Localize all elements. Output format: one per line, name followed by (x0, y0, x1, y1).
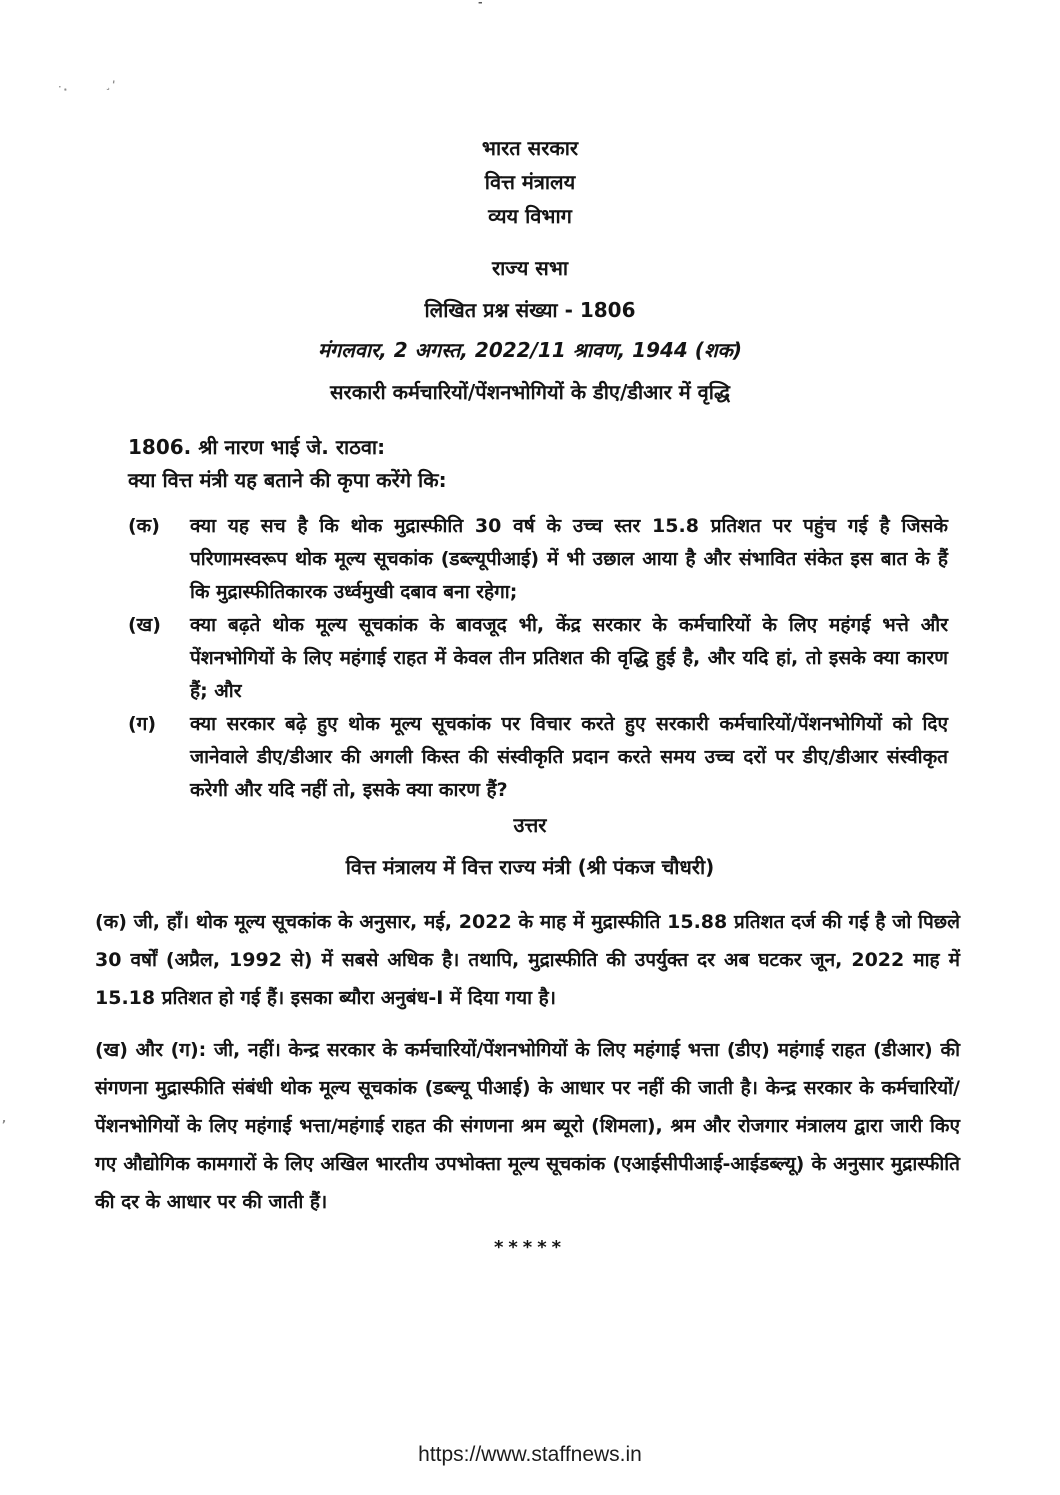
scan-speck: ¸' (105, 77, 116, 92)
question-part-text: क्या बढ़ते थोक मूल्य सूचकांक के बावजूद भी, केंद्र सरकार के कर्मचारियों के लिए महंगई भत्ते और पेंशनभोगियों के लिए महंगाई राहत में केवल तीन प्रतिशत की वृद्धि हुई है, और यदि हां, तो इसके क्या कारण हैं; और (190, 614, 948, 702)
question-part-ka (0, 510, 1060, 609)
answering-minister-line: वित्त मंत्रालय में वित्त राज्य मंत्री (श्री पंकज चौधरी) (345, 855, 715, 879)
house-name-rajya-sabha: राज्य सभा (491, 256, 569, 280)
written-question-number: लिखित प्रश्न संख्या - 1806 (424, 298, 636, 322)
question-part-text: क्या यह सच है कि थोक मुद्रास्फीति 30 वर्ष के उच्च स्तर 15.8 प्रतिशत पर पहुंच गई है जिसके परिणामस्वरूप थोक मूल्य सूचकांक (डब्ल्यूपीआई) में भी उछाल आया है और संभावित संकेत इस बात के हैं कि मुद्रास्फीतिकारक उर्ध्वमुखी दबाव बना रहेगा; (190, 515, 948, 603)
ministry-of-finance-title: वित्त मंत्रालय (484, 170, 576, 194)
answer-heading: उत्तर (513, 813, 547, 837)
session-date-line: मंगलवार, 2 अगस्त, 2022/11 श्रावण, 1944 (शक) (317, 338, 743, 362)
scan-speck: - (478, 0, 483, 9)
question-part-label: (क) (128, 515, 160, 537)
question-part-ga (0, 708, 1060, 807)
scan-speck: , (2, 1112, 7, 1125)
answer-paragraph-ka: (क) जी, हाँ। थोक मूल्य सूचकांक के अनुसार, मई, 2022 के माह में मुद्रास्फीति 15.88 प्रतिशत दर्ज की गई है जो पिछले 30 वर्षों (अप्रैल, 1992 से) में सबसे अधिक है। तथापि, मुद्रास्फीति की उपर्युक्त दर अब घटकर जून, 2022 माह में 15.18 प्रतिशत हो गई हैं। इसका ब्यौरा अनुबंध-I में दिया गया है। (95, 911, 960, 1009)
end-of-document-marker: ***** (493, 1237, 567, 1258)
government-header (0, 0, 1060, 228)
question-subject-title: सरकारी कर्मचारियों/पेंशनभोगियों के डीए/डीआर में वृद्धि (330, 380, 730, 404)
question-part-label: (ग) (128, 713, 157, 735)
government-of-india-title: भारत सरकार (481, 136, 579, 160)
department-of-expenditure-title: व्यय विभाग (488, 204, 572, 228)
question-part-label: (ख) (128, 614, 161, 636)
scan-speck: ˙· (56, 83, 69, 98)
answer-paragraph-kha-ga: (ख) और (ग): जी, नहीं। केन्द्र सरकार के कर्मचारियों/पेंशनभोगियों के लिए महंगाई भत्ता (डीए) महंगाई राहत (डीआर) की संगणना मुद्रास्फीति संबंधी थोक मूल्य सूचकांक (डब्ल्यू पीआई) के आधार पर नहीं की जाती है। केन्द्र सरकार के कर्मचारियों/पेंशनभोगियों के लिए महंगाई भत्ता/महंगाई राहत की संगणना श्रम ब्यूरो (शिमला), श्रम और रोजगार मंत्रालय द्वारा जारी किए गए औद्योगिक कामगारों के लिए अखिल भारतीय उपभोक्ता मूल्य सूचकांक (एआईसीपीआई-आईडब्ल्यू) के अनुसार मुद्रास्फीति की दर के आधार पर की जाती हैं। (95, 1039, 960, 1213)
question-intro-line: क्या वित्त मंत्री यह बताने की कृपा करेंगे कि: (128, 468, 447, 492)
question-parts-list (0, 510, 1060, 807)
question-part-text: क्या सरकार बढ़े हुए थोक मूल्य सूचकांक पर विचार करते हुए सरकारी कर्मचारियों/पेंशनभोगियों को दिए जानेवाले डीए/डीआर की अगली किस्त की संस्वीकृति प्रदान करते समय उच्च दरों पर डीए/डीआर संस्वीकृत करेगी और यदि नहीं तो, इसके क्या कारण हैं? (190, 713, 948, 801)
source-watermark-url: https://www.staffnews.in (418, 1443, 642, 1466)
question-asker-line: 1806. श्री नारण भाई जे. राठवा: (128, 435, 386, 459)
question-part-kha (0, 609, 1060, 708)
